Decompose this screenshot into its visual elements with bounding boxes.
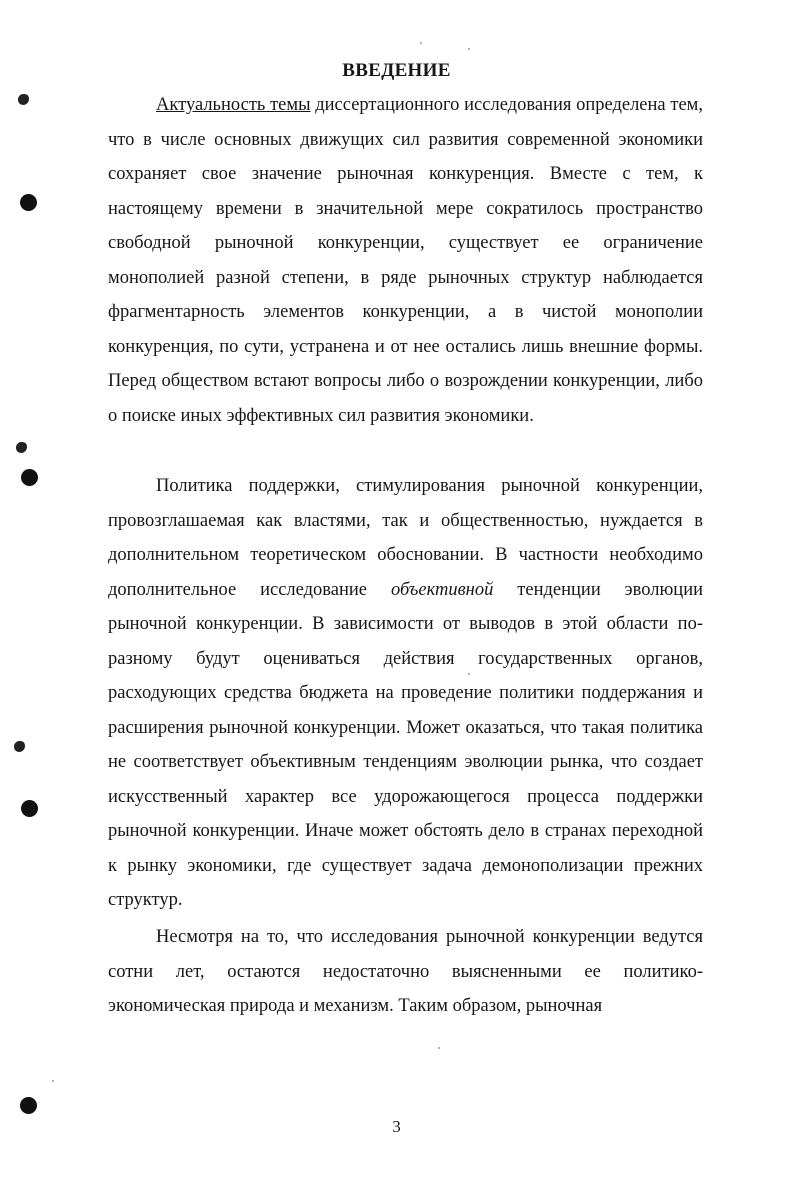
policy-text-start: Политика поддержки, стимулирования рыночной конкуренции, провозглашаемая как властями, так и общественностью, нуждается в дополнительном теоретическом обосновании. В частности необходимо дополнительное исследование (108, 476, 703, 600)
punch-hole-mark (18, 94, 29, 105)
punch-hole-mark (14, 741, 25, 752)
punch-hole-mark (21, 469, 38, 486)
relevance-text: диссертационного исследования определена тем, что в числе основных движущих сил развития современной экономики сохраняет свое значение рыночная конкуренция. Вместе с тем, к настоящему времени в значительной мере сократилось пространство свободной рыночной конкуренции, существует ее ограничение монополией разной степени, в ряде рыночных структур наблюдается фрагментарность элементов конкуренции, а в чистой монополии конкуренция, по сути, устранена и от нее остались лишь внешние формы. Перед обществом встают вопросы либо о возрождении конкуренции, либо о поиске иных эффективных сил развития экономики. (108, 95, 703, 426)
punch-hole-mark (20, 194, 37, 211)
punch-hole-mark (20, 1097, 37, 1114)
paragraph-policy (108, 469, 703, 918)
punch-hole-mark (21, 800, 38, 817)
research-text: Несмотря на то, что исследования рыночной конкуренции ведутся сотни лет, остаются недостаточно выясненными ее политико-экономическая природа и механизм. Таким образом, рыночная (108, 927, 703, 1016)
policy-italic-word: объективной (390, 579, 494, 600)
scan-speck (420, 42, 422, 44)
punch-hole-mark (16, 442, 27, 453)
scan-speck (468, 673, 470, 675)
policy-text-end: тенденции эволюции рыночной конкуренции. В зависимости от выводов в этой области по-разному будут оцениваться действия государственных органов, расходующих средства бюджета на проведение политики поддержания и расширения рыночной конкуренции. Может оказаться, что такая политика не соответствует объективным тенденциям эволюции рынка, что создает искусственный характер все удорожающегося процесса поддержки рыночной конкуренции. Иначе может обстоять дело в странах переходной к рынку экономики, где существует задача демонополизации прежних структур. (108, 579, 703, 910)
scan-speck (438, 1047, 440, 1049)
page-number: 3 (392, 1117, 401, 1136)
page-title: ВВЕДЕНИЕ (342, 60, 451, 81)
paragraph-relevance (108, 88, 703, 433)
relevance-heading: Актуальность темы (156, 95, 311, 115)
scan-speck (52, 1080, 54, 1082)
scan-speck (468, 48, 470, 50)
paragraph-research (108, 920, 703, 1024)
